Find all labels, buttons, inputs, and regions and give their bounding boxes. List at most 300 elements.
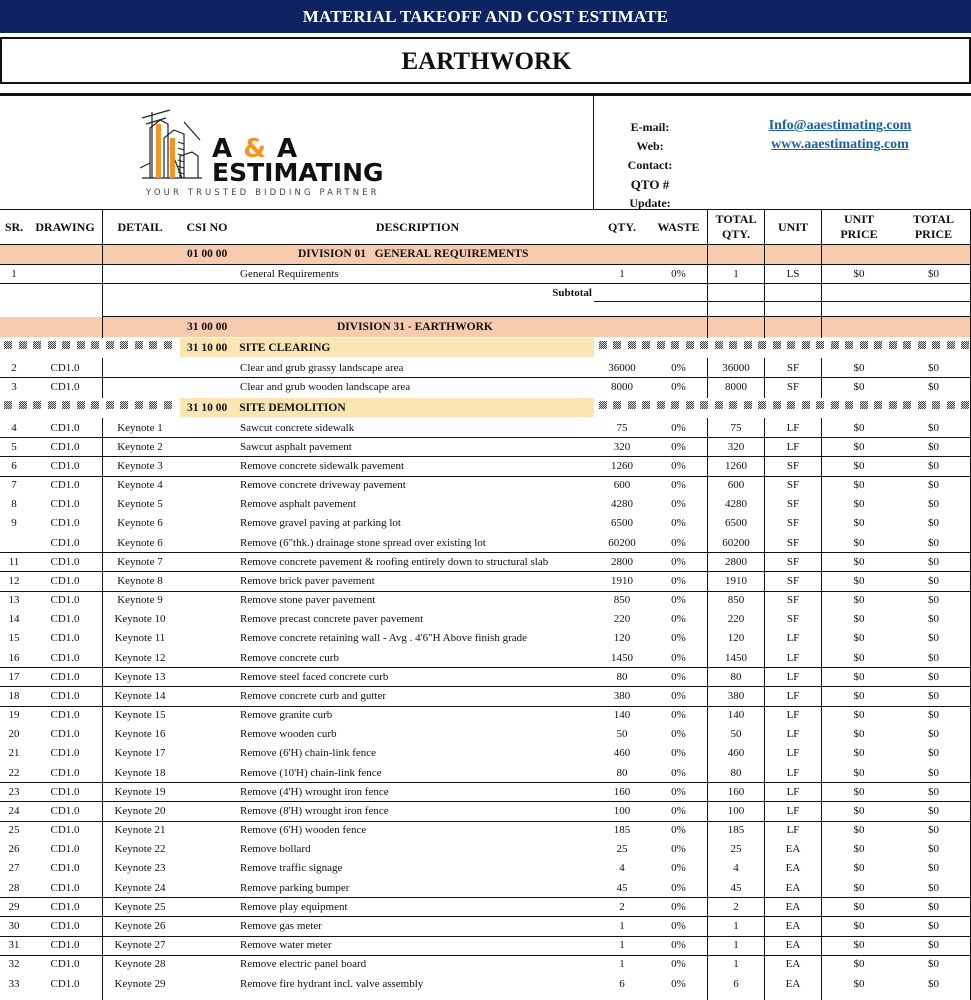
hatch-mark — [787, 401, 795, 409]
cell-qty: 8000 — [611, 381, 633, 394]
logo-name-line2: ESTIMATING — [212, 158, 384, 187]
cell-description: Remove wooden curb — [240, 728, 337, 741]
cell-unit-price: $0 — [853, 804, 865, 817]
hatch-mark — [758, 401, 766, 409]
cell-unit: EA — [785, 900, 801, 913]
cell-qty: 140 — [613, 709, 631, 722]
cell-unit-price: $0 — [853, 824, 865, 837]
cell-drawing: CD1.0 — [50, 459, 80, 472]
grid-hline — [0, 801, 971, 802]
cell-total-qty: 1 — [733, 268, 739, 280]
hatch-mark — [932, 401, 940, 409]
col-header-csi: CSI NO — [186, 219, 228, 234]
table-row — [0, 495, 971, 514]
cell-description: Remove traffic signage — [240, 862, 343, 875]
hatch-mark — [889, 341, 897, 349]
cell-unit: LF — [786, 440, 800, 453]
cell-description: Remove (10'H) chain-link fence — [240, 766, 382, 779]
col-header-unit-price: UNIT PRICE — [840, 212, 878, 241]
table-row — [0, 533, 971, 552]
hatch-mark — [91, 401, 99, 409]
cell-unit: SF — [786, 459, 800, 472]
hatch-mark — [657, 341, 665, 349]
cell-unit-price: $0 — [853, 747, 865, 760]
table-row — [0, 706, 971, 725]
logo-tagline: YOUR TRUSTED BIDDING PARTNER — [146, 188, 380, 198]
grid-hline — [0, 377, 971, 378]
hatch-mark — [787, 341, 795, 349]
cell-sr: 12 — [8, 574, 20, 587]
cell-unit: LF — [786, 651, 800, 664]
table-row — [0, 840, 971, 859]
cell-total-qty: 1 — [733, 939, 739, 952]
cell-detail: Keynote 4 — [117, 479, 163, 492]
cell-unit-price: $0 — [853, 651, 865, 664]
cell-waste: 0% — [671, 594, 686, 607]
email-link[interactable]: Info@aaestimating.com — [768, 118, 912, 133]
hatch-mark — [613, 341, 621, 349]
cell-sr: 13 — [8, 594, 20, 607]
hatch-mark — [773, 341, 781, 349]
update-label: Update: — [629, 196, 671, 210]
cell-unit-price: $0 — [853, 958, 865, 971]
hatch-mark — [48, 341, 56, 349]
cell-detail: Keynote 12 — [114, 651, 166, 664]
cell-drawing: CD1.0 — [50, 919, 80, 932]
division-row-01 — [0, 244, 971, 264]
cell-total-qty: 80 — [730, 766, 742, 779]
grid-vline — [821, 358, 822, 398]
cell-drawing: CD1.0 — [50, 594, 80, 607]
grid-vline — [764, 418, 765, 1000]
cell-drawing: CD1.0 — [50, 766, 80, 779]
cell-total-price: $0 — [928, 268, 939, 280]
grid-hline — [0, 782, 971, 783]
cell-total-price: $0 — [928, 919, 939, 932]
cell-waste: 0% — [671, 766, 686, 779]
cell-unit-price: $0 — [853, 613, 865, 626]
cell-detail: Keynote 25 — [114, 900, 166, 913]
cell-drawing: CD1.0 — [50, 824, 80, 837]
col-header-total-qty: TOTAL QTY. — [715, 212, 757, 241]
cell-detail: Keynote 20 — [114, 804, 166, 817]
cell-unit: SF — [786, 555, 800, 568]
cell-total-price: $0 — [928, 977, 939, 990]
hatch-mark — [831, 341, 839, 349]
cell-unit: SF — [786, 381, 800, 394]
col-header-detail: DETAIL — [117, 219, 163, 234]
cell-sr: 18 — [8, 689, 20, 702]
cell-unit: SF — [786, 536, 800, 549]
cell-description: Remove (8'H) wrought iron fence — [240, 804, 389, 817]
hatch-mark — [642, 341, 650, 349]
cell-drawing: CD1.0 — [50, 632, 80, 645]
cell-drawing: CD1.0 — [50, 555, 80, 568]
cell-unit-price: $0 — [853, 670, 865, 683]
cell-sr: 16 — [8, 651, 20, 664]
cell-unit: LF — [786, 785, 800, 798]
cell-unit-price: $0 — [853, 479, 865, 492]
cell-detail: Keynote 29 — [114, 977, 166, 990]
cell-drawing: CD1.0 — [50, 804, 80, 817]
cell-total-price: $0 — [928, 594, 939, 607]
cell-unit-price: $0 — [853, 421, 865, 434]
cell-sr: 17 — [8, 670, 20, 683]
cell-qty: 1 — [619, 919, 625, 932]
grid-hline — [0, 821, 971, 822]
cell-waste: 0% — [671, 785, 686, 798]
cell-total-price: $0 — [928, 824, 939, 837]
cell-total-price: $0 — [928, 498, 939, 511]
cell-detail: Keynote 9 — [117, 594, 163, 607]
section-header-site-clearing — [180, 338, 594, 357]
cell-waste: 0% — [671, 361, 686, 374]
cell-description: Remove fire hydrant incl. valve assembly — [240, 977, 424, 990]
cell-detail: Keynote 13 — [114, 670, 166, 683]
hatch-mark — [91, 341, 99, 349]
cell-total-price: $0 — [928, 361, 939, 374]
grid-hline — [0, 706, 971, 707]
cell-unit-price: $0 — [853, 268, 865, 280]
cell-unit: LF — [786, 421, 800, 434]
cell-waste: 0% — [671, 459, 686, 472]
cell-drawing: CD1.0 — [50, 862, 80, 875]
grid-hline — [0, 686, 971, 687]
table-row — [0, 916, 971, 935]
cell-description: Remove brick paver pavement — [240, 574, 375, 587]
hatch-mark — [845, 341, 853, 349]
cell-unit: LF — [786, 670, 800, 683]
cell-drawing: CD1.0 — [50, 651, 80, 664]
hatch-mark — [19, 341, 27, 349]
cell-detail: Keynote 24 — [114, 881, 166, 894]
hatch-mark — [961, 401, 969, 409]
cell-sr: 19 — [8, 709, 20, 722]
cell-description: Remove concrete curb — [240, 651, 339, 664]
cell-description: Remove granite curb — [240, 709, 333, 722]
cell-detail — [104, 378, 176, 398]
cell-detail: Keynote 10 — [114, 613, 166, 626]
cell-unit-price: $0 — [853, 843, 865, 856]
cell-total-price: $0 — [928, 728, 939, 741]
table-row — [0, 648, 971, 667]
cell-qty: 1260 — [611, 459, 633, 472]
hatch-mark — [889, 401, 897, 409]
cell-sr: 11 — [8, 555, 20, 568]
table-row — [0, 744, 971, 763]
cell-qty: 6500 — [611, 517, 633, 530]
cell-drawing: CD1.0 — [50, 939, 80, 952]
hatch-mark — [715, 341, 723, 349]
cell-unit: LF — [786, 824, 800, 837]
cell-total-qty: 160 — [727, 785, 745, 798]
col-header-description: DESCRIPTION — [375, 219, 460, 234]
hatch-mark — [947, 401, 955, 409]
hatch-mark — [599, 341, 607, 349]
cell-description: Remove water meter — [240, 939, 332, 952]
table-row — [0, 514, 971, 533]
table-row — [0, 725, 971, 744]
cell-waste: 0% — [671, 574, 686, 587]
cell-description: Remove (6'H) wooden fence — [240, 824, 367, 837]
grid-vline — [102, 418, 103, 1000]
cell-total-price: $0 — [928, 632, 939, 645]
cell-total-qty: 1 — [733, 958, 739, 971]
cell-description: Remove asphalt pavement — [240, 498, 357, 511]
cell-total-qty: 4 — [733, 862, 739, 875]
cell-unit-price: $0 — [853, 459, 865, 472]
cell-description: Remove play equipment — [240, 900, 348, 913]
cell-sr: 23 — [8, 785, 20, 798]
cell-unit: LF — [786, 632, 800, 645]
cell-sr: 4 — [11, 421, 17, 434]
table-row — [0, 801, 971, 820]
cell-total-price: $0 — [928, 440, 939, 453]
cell-qty: 1450 — [611, 651, 633, 664]
company-logo — [140, 108, 385, 200]
cell-drawing: CD1.0 — [50, 881, 80, 894]
hatch-mark — [164, 341, 172, 349]
hatch-mark — [802, 341, 810, 349]
cell-detail: Keynote 28 — [114, 958, 166, 971]
cell-total-price: $0 — [928, 900, 939, 913]
cell-unit: LS — [786, 268, 800, 280]
logo-name-line1: A & A — [212, 134, 299, 164]
cell-unit-price: $0 — [853, 440, 865, 453]
cell-description: Remove stone paver pavement — [240, 594, 376, 607]
cell-unit-price: $0 — [853, 381, 865, 394]
cell-total-price: $0 — [928, 766, 939, 779]
grid-hline — [0, 591, 971, 592]
cell-total-qty: 140 — [727, 709, 745, 722]
grid-hline — [0, 667, 971, 668]
cell-unit-price: $0 — [853, 361, 865, 374]
section-title: SITE CLEARING — [239, 341, 331, 354]
division-row-31 — [0, 317, 971, 337]
cell-unit: LF — [786, 766, 800, 779]
cell-drawing: CD1.0 — [50, 613, 80, 626]
cell-unit-price: $0 — [853, 977, 865, 990]
report-banner: MATERIAL TAKEOFF AND COST ESTIMATE — [0, 0, 971, 33]
cell-description: General Requirements — [240, 268, 339, 280]
table-row — [0, 763, 971, 782]
cell-qty: 4 — [619, 862, 625, 875]
hatch-mark — [4, 401, 12, 409]
grid-hline — [0, 955, 971, 956]
cell-unit: EA — [785, 939, 801, 952]
cell-description: Remove concrete driveway pavement — [240, 479, 406, 492]
cell-sr: 33 — [8, 977, 20, 990]
grid-hline — [0, 244, 971, 245]
hatch-mark — [903, 401, 911, 409]
cell-total-price: $0 — [928, 689, 939, 702]
cell-waste: 0% — [671, 555, 686, 568]
cell-qty: 320 — [613, 440, 631, 453]
hatch-mark — [932, 341, 940, 349]
grid-hline — [0, 437, 971, 438]
web-label: Web: — [636, 139, 664, 153]
cell-qty: 850 — [613, 594, 631, 607]
cell-waste: 0% — [671, 689, 686, 702]
cell-unit: LF — [786, 804, 800, 817]
cell-waste: 0% — [671, 862, 686, 875]
grid-vline — [707, 210, 708, 338]
cell-detail: Keynote 23 — [114, 862, 166, 875]
hatch-mark — [686, 401, 694, 409]
grid-vline — [707, 358, 708, 398]
hatch-mark — [700, 401, 708, 409]
hatch-mark — [729, 341, 737, 349]
cell-description: Clear and grub wooden landscape area — [240, 381, 411, 394]
cell-total-qty: 25 — [730, 843, 742, 856]
section-title: SITE DEMOLITION — [239, 401, 346, 414]
table-row — [0, 974, 971, 993]
table-row — [0, 686, 971, 705]
cell-description: Remove gas meter — [240, 919, 322, 932]
table-row — [0, 955, 971, 974]
cell-qty: 185 — [613, 824, 631, 837]
cell-qty: 380 — [613, 689, 631, 702]
cell-waste: 0% — [671, 651, 686, 664]
hatch-mark — [628, 401, 636, 409]
division-title: DIVISION 01 GENERAL REQUIREMENTS — [298, 248, 529, 260]
cell-total-price: $0 — [928, 747, 939, 760]
table-row — [0, 456, 971, 475]
cell-qty: 4280 — [611, 498, 633, 511]
cell-sr: 29 — [8, 900, 20, 913]
cell-sr: 27 — [8, 862, 20, 875]
cell-unit-price: $0 — [853, 689, 865, 702]
cell-total-qty: 2800 — [725, 555, 747, 568]
cell-total-price: $0 — [928, 381, 939, 394]
cell-total-qty: 1910 — [725, 574, 747, 587]
cell-waste: 0% — [671, 804, 686, 817]
page-title-box — [0, 37, 971, 84]
cell-sr: 22 — [8, 766, 20, 779]
cell-drawing: CD1.0 — [50, 843, 80, 856]
cell-unit: SF — [786, 517, 800, 530]
contact-links — [740, 116, 940, 154]
cell-description: Remove bollard — [240, 843, 311, 856]
cell-unit-price: $0 — [853, 555, 865, 568]
cell-waste: 0% — [671, 632, 686, 645]
cell-detail: Keynote 16 — [114, 728, 166, 741]
hatch-mark — [135, 401, 143, 409]
hatch-mark — [599, 401, 607, 409]
cell-unit: EA — [785, 919, 801, 932]
cell-detail: Keynote 5 — [117, 498, 163, 511]
cell-total-price: $0 — [928, 651, 939, 664]
cell-unit-price: $0 — [853, 728, 865, 741]
contact-label: Contact: — [627, 158, 673, 172]
cell-detail: Keynote 14 — [114, 689, 166, 702]
cell-unit: SF — [786, 498, 800, 511]
hatch-mark — [149, 341, 157, 349]
hatch-mark — [62, 401, 70, 409]
cell-total-qty: 320 — [727, 440, 745, 453]
hatch-mark — [671, 401, 679, 409]
web-link[interactable]: www.aaestimating.com — [771, 137, 909, 152]
cell-waste: 0% — [671, 613, 686, 626]
cell-waste: 0% — [671, 939, 686, 952]
cell-unit-price: $0 — [853, 517, 865, 530]
cell-waste: 0% — [671, 824, 686, 837]
cell-drawing: CD1.0 — [50, 689, 80, 702]
cell-total-qty: 75 — [730, 421, 742, 434]
cell-unit-price: $0 — [853, 632, 865, 645]
table-row — [0, 378, 971, 398]
cell-drawing: CD1.0 — [50, 728, 80, 741]
cell-sr: 5 — [11, 440, 17, 453]
table-row — [0, 264, 971, 284]
table-row — [0, 552, 971, 571]
cell-qty: 1910 — [611, 574, 633, 587]
col-header-unit: UNIT — [777, 219, 808, 234]
col-header-drawing: DRAWING — [35, 219, 95, 234]
cell-sr: 6 — [11, 459, 17, 472]
cell-detail: Keynote 22 — [114, 843, 166, 856]
cell-sr: 31 — [8, 939, 20, 952]
section-header-site-demolition — [180, 398, 594, 417]
grid-vline — [707, 418, 708, 1000]
cell-description: Remove concrete pavement & roofing entirely down to structural slab — [240, 555, 549, 568]
hatch-mark — [77, 341, 85, 349]
cell-detail: Keynote 17 — [114, 747, 166, 760]
cell-detail: Keynote 26 — [114, 919, 166, 932]
cell-unit-price: $0 — [853, 709, 865, 722]
hatch-mark — [686, 341, 694, 349]
division-csi: 31 00 00 — [187, 321, 228, 333]
cell-total-price: $0 — [928, 670, 939, 683]
cell-total-qty: 6 — [733, 977, 739, 990]
hatch-mark — [860, 401, 868, 409]
cell-total-qty: 850 — [727, 594, 745, 607]
cell-total-qty: 4280 — [725, 498, 747, 511]
table-row — [0, 610, 971, 629]
cell-waste: 0% — [671, 843, 686, 856]
cell-unit-price: $0 — [853, 862, 865, 875]
cell-qty: 220 — [613, 613, 631, 626]
grid-vline — [821, 210, 822, 338]
grid-hline — [0, 264, 971, 265]
cell-unit-price: $0 — [853, 766, 865, 779]
cell-unit: LF — [786, 689, 800, 702]
hatch-mark — [19, 401, 27, 409]
cell-total-qty: 45 — [730, 881, 742, 894]
cell-sr: 1 — [11, 268, 17, 280]
table-row — [0, 667, 971, 686]
cell-qty: 100 — [613, 804, 631, 817]
cell-total-price: $0 — [928, 555, 939, 568]
cell-sr: 2 — [11, 361, 17, 374]
cell-sr: 32 — [8, 958, 20, 971]
cell-detail: Keynote 6 — [117, 536, 163, 549]
cell-sr: 28 — [8, 881, 20, 894]
cell-unit-price: $0 — [853, 594, 865, 607]
cell-total-qty: 36000 — [722, 361, 750, 374]
cell-total-price: $0 — [928, 804, 939, 817]
cell-qty: 80 — [616, 670, 628, 683]
cell-drawing: CD1.0 — [50, 421, 80, 434]
table-row — [0, 591, 971, 610]
hatch-mark — [874, 341, 882, 349]
cell-qty: 600 — [613, 479, 631, 492]
table-row — [0, 476, 971, 495]
cell-sr: 24 — [8, 804, 20, 817]
cell-detail: Keynote 7 — [117, 555, 163, 568]
cell-waste: 0% — [671, 381, 686, 394]
qto-label: QTO # — [630, 177, 670, 192]
